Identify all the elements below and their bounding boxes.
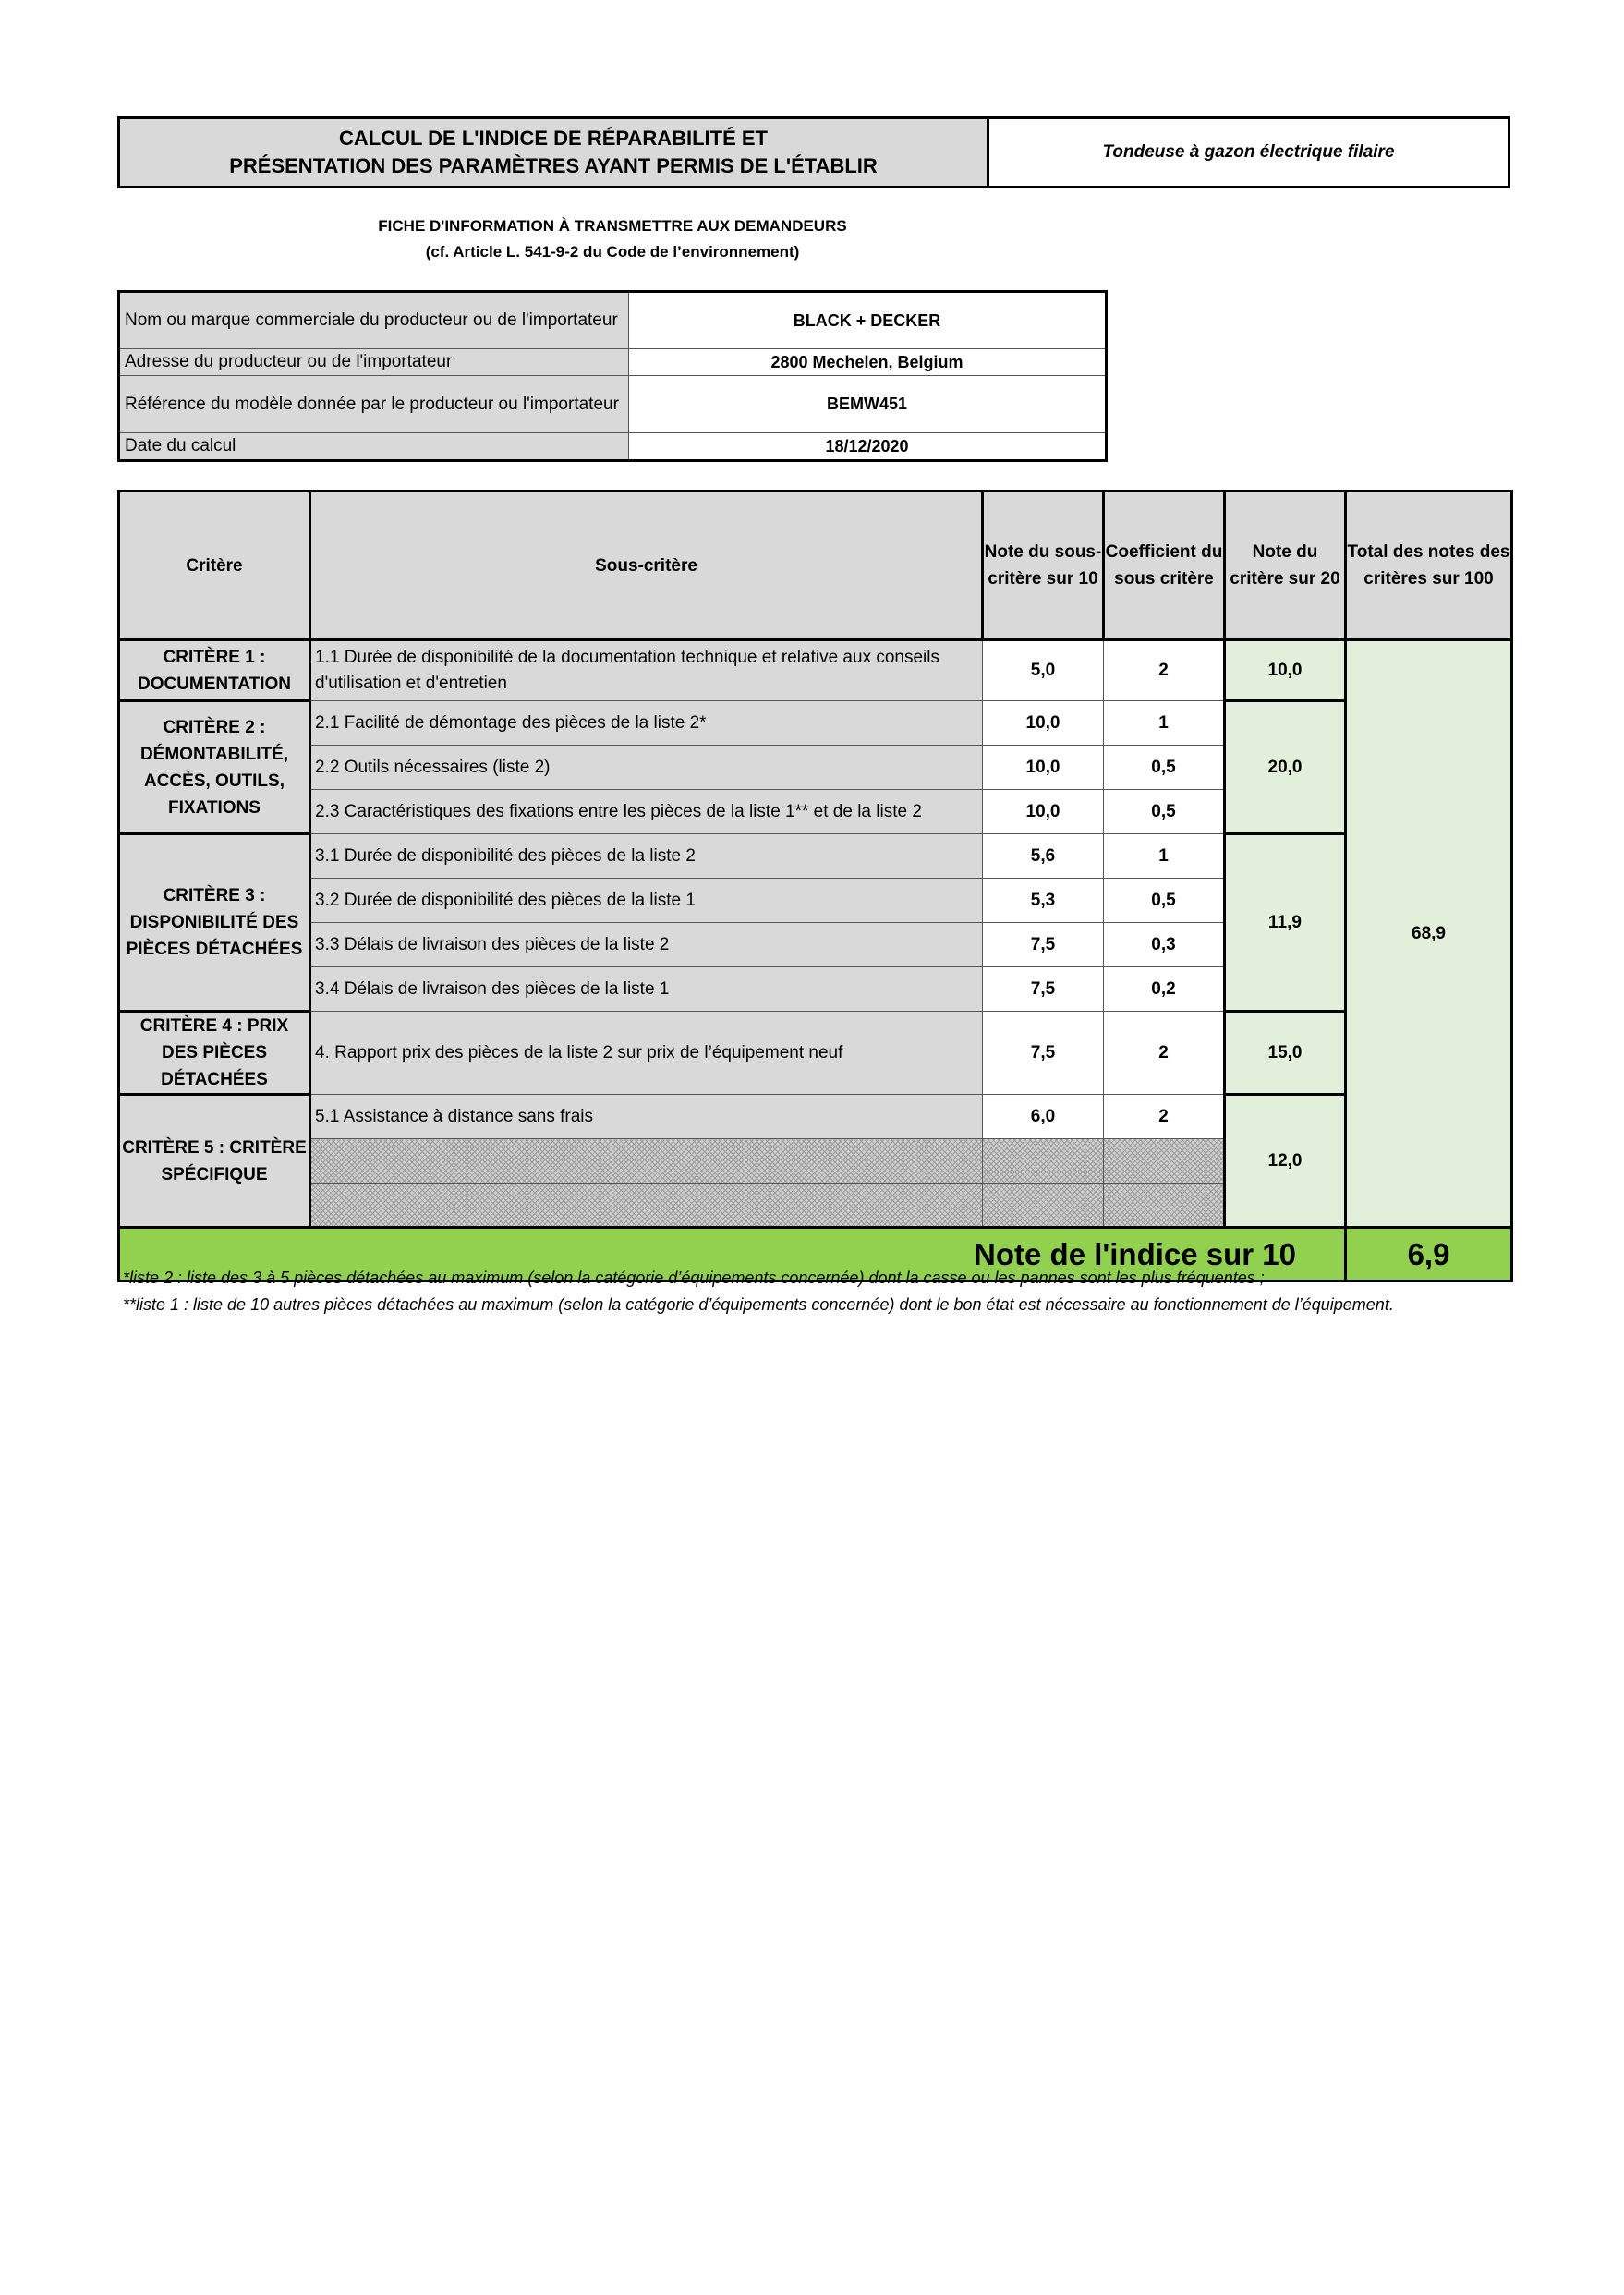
sub-criterion-coef: 0,2 <box>1104 967 1225 1012</box>
criterion-name: CRITÈRE 1 : DOCUMENTATION <box>119 640 310 701</box>
criterion-name: CRITÈRE 3 : DISPONIBILITÉ DES PIÈCES DÉTACHÉES <box>119 834 310 1012</box>
table-row <box>119 701 1512 746</box>
footnotes <box>123 1265 1509 1318</box>
table-row <box>119 1095 1512 1139</box>
title-line-2: PRÉSENTATION DES PARAMÈTRES AYANT PERMIS DE L'ÉTABLIR <box>229 154 878 177</box>
sub-criterion-note: 5,3 <box>983 879 1104 923</box>
sub-criterion-coef: 0,5 <box>1104 790 1225 834</box>
footnote-liste-1: **liste 1 : liste de 10 autres pièces détachées au maximum (selon la catégorie d’équipements concernée) dont le bon état est nécessaire au fonctionnement de l’équipement. <box>123 1295 1394 1314</box>
criterion-note: 12,0 <box>1225 1095 1346 1228</box>
sub-criterion-coef: 0,5 <box>1104 746 1225 790</box>
criterion-note: 20,0 <box>1225 701 1346 834</box>
header-note-critere: Note du critère sur 20 <box>1225 492 1346 640</box>
footnote-liste-2: *liste 2 : liste des 3 à 5 pièces détachées au maximum (selon la catégorie d’équipements concernée) dont la casse ou les pannes sont les plus fréquentes ; <box>123 1269 1265 1287</box>
table-row <box>119 1012 1512 1095</box>
empty-hatched-cell <box>1104 1139 1225 1184</box>
criterion-name: CRITÈRE 5 : CRITÈRE SPÉCIFIQUE <box>119 1095 310 1228</box>
criterion-note: 15,0 <box>1225 1012 1346 1095</box>
info-label: Référence du modèle donnée par le producteur ou l'importateur <box>119 376 629 433</box>
info-value: BEMW451 <box>629 376 1107 433</box>
info-value: 2800 Mechelen, Belgium <box>629 349 1107 376</box>
info-row <box>119 433 1107 461</box>
product-type: Tondeuse à gazon électrique filaire <box>1102 142 1395 162</box>
sub-criterion-coef: 2 <box>1104 1095 1225 1139</box>
table-row <box>119 834 1512 879</box>
sub-criterion-note: 7,5 <box>983 1012 1104 1095</box>
info-value: BLACK + DECKER <box>629 292 1107 349</box>
sub-criterion-note: 6,0 <box>983 1095 1104 1139</box>
sub-criterion-label: 1.1 Durée de disponibilité de la documentation technique et relative aux conseils d'utilisation et d'entretien <box>310 640 983 701</box>
info-value: 18/12/2020 <box>629 433 1107 461</box>
sub-criterion-label: 3.4 Délais de livraison des pièces de la liste 1 <box>310 967 983 1012</box>
producer-info-table <box>117 290 1108 462</box>
empty-hatched-cell <box>983 1184 1104 1228</box>
info-row <box>119 376 1107 433</box>
sub-criterion-coef: 1 <box>1104 834 1225 879</box>
header-sous-critere: Sous-critère <box>310 492 983 640</box>
info-row <box>119 349 1107 376</box>
table-header-row <box>119 492 1512 640</box>
sub-criterion-coef: 2 <box>1104 1012 1225 1095</box>
sub-criterion-label: 3.3 Délais de livraison des pièces de la liste 2 <box>310 923 983 967</box>
sub-criterion-label: 2.3 Caractéristiques des fixations entre les pièces de la liste 1** et de la liste 2 <box>310 790 983 834</box>
criterion-name: CRITÈRE 2 : DÉMONTABILITÉ, ACCÈS, OUTILS, FIXATIONS <box>119 701 310 834</box>
title-line-1: CALCUL DE L'INDICE DE RÉPARABILITÉ ET <box>339 127 768 150</box>
sub-criterion-label: 3.2 Durée de disponibilité des pièces de la liste 1 <box>310 879 983 923</box>
empty-hatched-cell <box>983 1139 1104 1184</box>
header-note-sous-critere: Note du sous-critère sur 10 <box>983 492 1104 640</box>
criterion-name: CRITÈRE 4 : PRIX DES PIÈCES DÉTACHÉES <box>119 1012 310 1095</box>
sub-criterion-note: 7,5 <box>983 923 1104 967</box>
sub-criterion-label: 4. Rapport prix des pièces de la liste 2 sur prix de l’équipement neuf <box>310 1012 983 1095</box>
sub-criterion-label: 5.1 Assistance à distance sans frais <box>310 1095 983 1139</box>
sub-criterion-coef: 1 <box>1104 701 1225 746</box>
header-critere: Critère <box>119 492 310 640</box>
info-row <box>119 292 1107 349</box>
final-score-value: 6,9 <box>1346 1228 1512 1281</box>
header-total: Total des notes des critères sur 100 <box>1346 492 1512 640</box>
empty-hatched-cell <box>310 1184 983 1228</box>
sub-criterion-coef: 2 <box>1104 640 1225 701</box>
sub-criterion-note: 10,0 <box>983 701 1104 746</box>
sub-criterion-coef: 0,5 <box>1104 879 1225 923</box>
table-row <box>119 640 1512 701</box>
info-label: Date du calcul <box>119 433 629 461</box>
sub-criterion-label: 3.1 Durée de disponibilité des pièces de la liste 2 <box>310 834 983 879</box>
document-title <box>120 119 989 186</box>
sub-criterion-note: 7,5 <box>983 967 1104 1012</box>
sub-criterion-label: 2.1 Facilité de démontage des pièces de la liste 2* <box>310 701 983 746</box>
info-label: Nom ou marque commerciale du producteur ou de l'importateur <box>119 292 629 349</box>
sub-criterion-note: 5,0 <box>983 640 1104 701</box>
header-coefficient: Coefficient du sous critère <box>1104 492 1225 640</box>
fiche-line-2: (cf. Article L. 541-9-2 du Code de l’environnement) <box>425 243 800 261</box>
sub-criterion-note: 10,0 <box>983 790 1104 834</box>
sub-criterion-note: 5,6 <box>983 834 1104 879</box>
repairability-table <box>117 490 1513 1282</box>
document-header <box>117 116 1510 188</box>
fiche-line-1: FICHE D'INFORMATION À TRANSMETTRE AUX DEMANDEURS <box>378 217 847 235</box>
sub-criterion-coef: 0,3 <box>1104 923 1225 967</box>
empty-hatched-cell <box>310 1139 983 1184</box>
empty-hatched-cell <box>1104 1184 1225 1228</box>
info-label: Adresse du producteur ou de l'importateur <box>119 349 629 376</box>
final-score-label: Note de l'indice sur 10 <box>119 1228 1346 1281</box>
fiche-heading <box>117 213 1108 265</box>
sub-criterion-label: 2.2 Outils nécessaires (liste 2) <box>310 746 983 790</box>
total-score: 68,9 <box>1346 640 1512 1228</box>
criterion-note: 11,9 <box>1225 834 1346 1012</box>
sub-criterion-note: 10,0 <box>983 746 1104 790</box>
criterion-note: 10,0 <box>1225 640 1346 701</box>
